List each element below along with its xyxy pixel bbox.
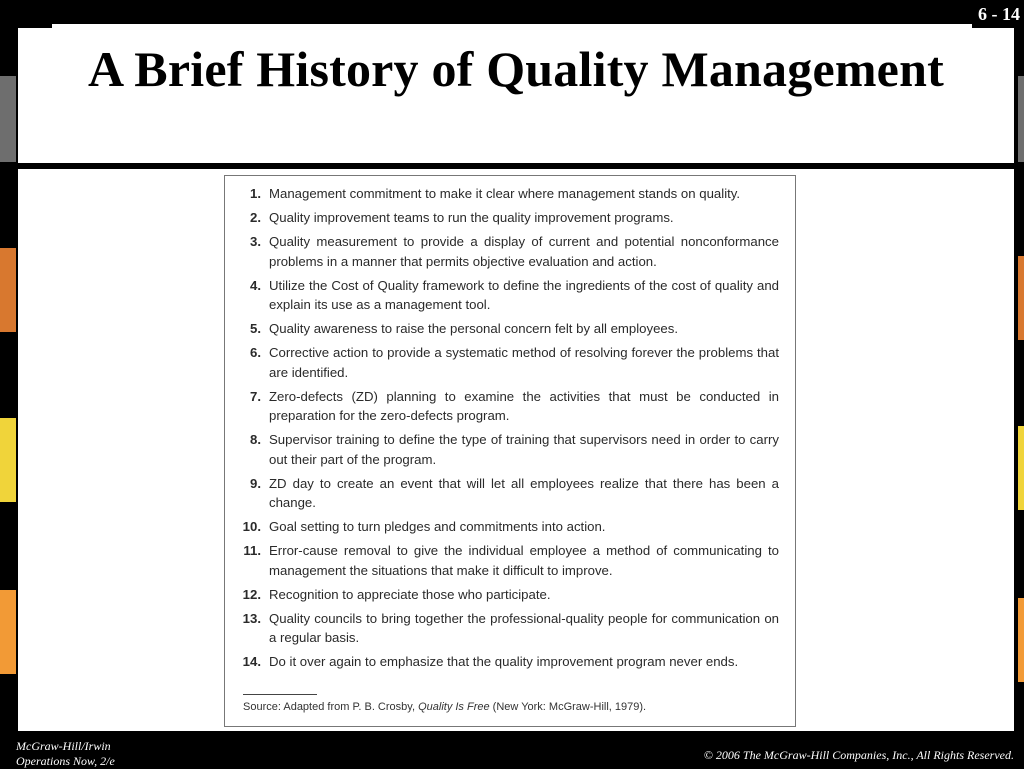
item-text: Quality councils to bring together the professional-quality people for communication on a regular basis. (269, 610, 779, 645)
title-panel (18, 28, 1014, 163)
list-item (239, 585, 779, 605)
source-book: Quality Is Free (418, 700, 490, 713)
source-note (239, 701, 779, 713)
publisher-line-2: Operations Now, 2/e (16, 754, 115, 768)
right-bar-orange-light (1018, 598, 1024, 682)
source-prefix: Source: Adapted from P. B. Crosby, (243, 700, 419, 713)
item-number: 9. (250, 475, 261, 491)
item-number: 3. (250, 234, 261, 249)
list-item (239, 517, 779, 537)
source-rule (243, 694, 317, 695)
steps-list (239, 184, 779, 672)
item-number: 1. (250, 186, 261, 201)
slide-number: 6 - 14 (978, 4, 1020, 24)
item-text: Do it over again to emphasize that the quality improvement program never ends. (269, 654, 739, 669)
list-item (239, 387, 779, 426)
item-number: 8. (250, 432, 261, 447)
footer-publisher (16, 739, 115, 769)
list-item (239, 430, 779, 469)
item-number: 12. (242, 586, 261, 602)
item-text: Recognition to appreciate those who participate. (269, 586, 551, 602)
item-text: Corrective action to provide a systematic method of resolving forever the problems that are identified. (269, 345, 779, 380)
slide-title: A Brief History of Quality Management (88, 41, 944, 97)
list-item (239, 343, 779, 382)
item-number: 5. (250, 321, 261, 336)
left-bar-orange-light (0, 590, 16, 674)
list-item (239, 232, 779, 271)
item-number: 2. (250, 210, 261, 225)
item-text: Utilize the Cost of Quality framework to define the ingredients of the cost of quality and explain its use as a management tool. (269, 277, 779, 312)
right-bar-gray (1018, 76, 1024, 162)
item-text: Zero-defects (ZD) planning to examine the activities that must be conducted in preparation for the zero-defects program. (269, 388, 779, 423)
list-item (239, 652, 779, 672)
footer-copyright: © 2006 The McGraw-Hill Companies, Inc., All Rights Reserved. (703, 748, 1014, 762)
list-item (239, 609, 779, 648)
item-text: Goal setting to turn pledges and commitments into action. (269, 519, 606, 534)
item-text: Quality measurement to provide a display of current and potential nonconformance problems in a manner that permits objective evaluation and action. (269, 234, 779, 269)
item-text: Supervisor training to define the type of training that supervisors need in order to carry out their part of the program. (269, 432, 779, 467)
item-text: Quality improvement teams to run the quality improvement programs. (269, 210, 674, 225)
item-text: Management commitment to make it clear where management stands on quality. (269, 186, 741, 201)
item-number: 14. (242, 654, 261, 669)
item-number: 4. (250, 277, 261, 293)
list-item (239, 541, 779, 580)
steps-figure (224, 175, 796, 727)
right-bar-yellow (1018, 426, 1024, 510)
item-text: Quality awareness to raise the personal concern felt by all employees. (269, 321, 679, 336)
item-text: ZD day to create an event that will let all employees realize that there has been a change. (269, 475, 779, 510)
left-bar-gray (0, 76, 16, 162)
right-bar-orange (1018, 256, 1024, 340)
item-number: 11. (243, 543, 261, 558)
source-suffix: (New York: McGraw-Hill, 1979). (489, 700, 647, 713)
item-number: 7. (250, 388, 261, 404)
item-number: 13. (242, 610, 261, 626)
list-item (239, 208, 779, 228)
item-number: 6. (250, 345, 261, 360)
list-item (239, 276, 779, 315)
publisher-line-1: McGraw-Hill/Irwin (16, 739, 111, 753)
item-number: 10. (242, 519, 261, 534)
list-item (239, 319, 779, 339)
left-bar-orange (0, 248, 16, 332)
item-text: Error-cause removal to give the individual employee a method of communicating to management the situations that make it difficult to improve. (269, 543, 779, 578)
list-item (239, 474, 779, 513)
left-bar-yellow (0, 418, 16, 502)
list-item (239, 184, 779, 204)
